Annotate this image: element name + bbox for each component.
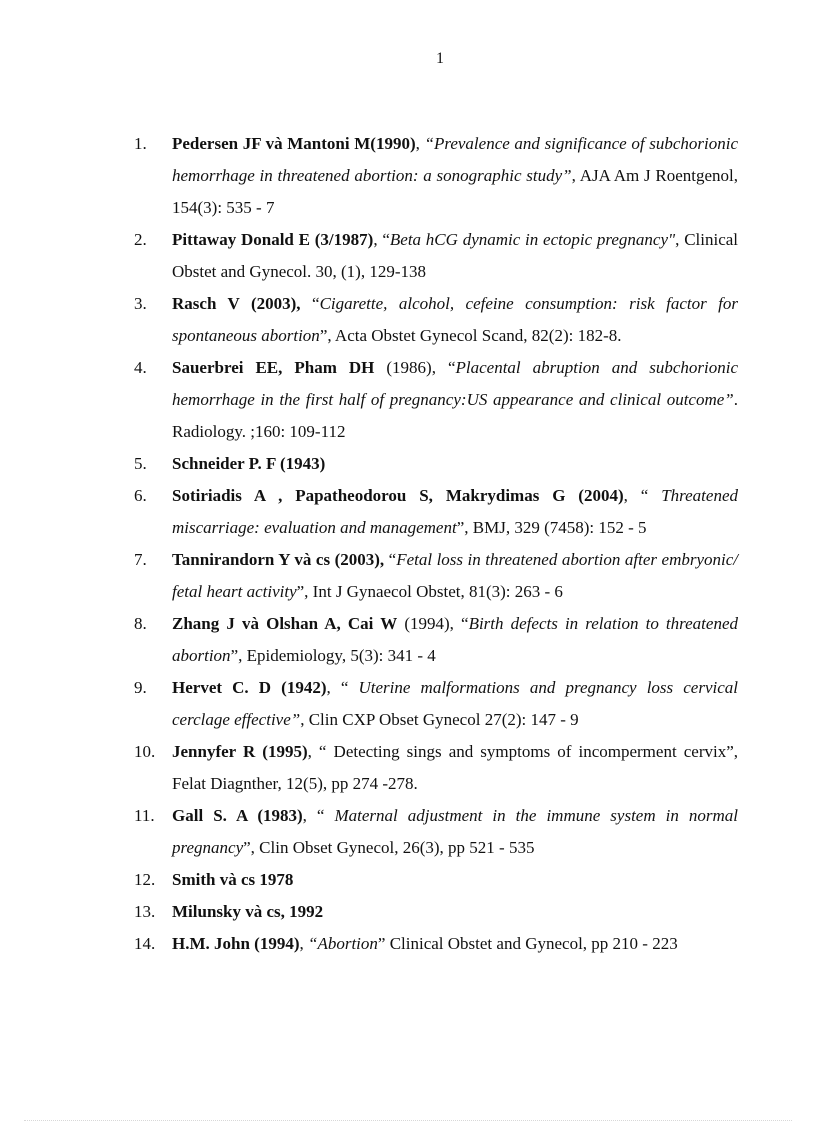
reference-item [0, 480, 738, 544]
reference-title: Uterine malformations and pregnancy loss cervical cerclage effective” [172, 678, 738, 729]
reference-number: 9. [134, 678, 147, 697]
reference-source: ”, Int J Gynaecol Obstet, 81(3): 263 - 6 [296, 582, 563, 601]
reference-item [0, 352, 738, 448]
reference-authors: Pedersen JF và Mantoni M(1990) [172, 134, 416, 153]
reference-source: , AJA Am J Roentgenol, 154(3): 535 - 7 [172, 166, 738, 217]
reference-separator: , “ [623, 486, 662, 505]
reference-separator: , “ Detecting sings and symptoms of incomperment cervix”, Felat Diagnther, 12(5), pp 274 -278. [172, 742, 739, 793]
reference-authors: Zhang J và Olshan A, Cai W [172, 614, 398, 633]
reference-number: 2. [134, 230, 147, 249]
reference-authors: Rasch V (2003), [172, 294, 301, 313]
reference-authors: Tannirandorn Y và cs (2003), [172, 550, 385, 569]
reference-separator: , [299, 934, 308, 953]
reference-authors: Jennyfer R (1995) [172, 742, 308, 761]
reference-source: ”, Clin Obset Gynecol, 26(3), pp 521 - 535 [243, 838, 535, 857]
reference-authors: Gall S. A (1983) [172, 806, 303, 825]
reference-source: . Radiology. ;160: 109-112 [172, 390, 738, 441]
reference-list [0, 128, 816, 960]
reference-separator: , “ [326, 678, 359, 697]
reference-separator: , “ [373, 230, 390, 249]
reference-item [0, 448, 738, 480]
reference-item [0, 544, 738, 608]
reference-number: 3. [134, 294, 147, 313]
reference-item [0, 672, 738, 736]
reference-authors: Pittaway Donald E (3/1987) [172, 230, 374, 249]
reference-number: 4. [134, 358, 147, 377]
reference-item [0, 608, 738, 672]
reference-number: 7. [134, 550, 147, 569]
reference-separator: (1986), “ [374, 358, 456, 377]
reference-authors: Hervet C. D (1942) [172, 678, 327, 697]
reference-source: , Clinical Obstet and Gynecol. 30, (1), 129-138 [172, 230, 739, 281]
reference-authors: Schneider P. F (1943) [172, 454, 326, 473]
reference-authors: Smith và cs 1978 [172, 870, 294, 889]
reference-source: ” Clinical Obstet and Gynecol, pp 210 - 223 [377, 934, 678, 953]
reference-number: 1. [134, 134, 147, 153]
reference-title: “Abortion [308, 934, 378, 953]
reference-item [0, 128, 738, 224]
reference-source: ”, BMJ, 329 (7458): 152 - 5 [456, 518, 647, 537]
reference-number: 10. [134, 742, 156, 761]
page-bottom-divider [24, 1120, 792, 1121]
reference-item [0, 896, 738, 928]
reference-title: Fetal loss in threatened abortion after embryonic/ fetal heart activity [172, 550, 739, 601]
reference-authors: H.M. John (1994) [172, 934, 300, 953]
reference-number: 13. [134, 902, 156, 921]
reference-item [0, 864, 738, 896]
reference-source: ”, Acta Obstet Gynecol Scand, 82(2): 182-8. [319, 326, 622, 345]
reference-authors: Milunsky và cs, 1992 [172, 902, 324, 921]
reference-title: Threatened miscarriage: evaluation and management [172, 486, 738, 537]
reference-number: 11. [134, 806, 155, 825]
reference-item [0, 288, 738, 352]
reference-separator: “ [384, 550, 397, 569]
reference-title: Cigarette, alcohol, cefeine consumption: risk factor for spontaneous abortion [172, 294, 738, 345]
page-number: 1 [436, 50, 444, 67]
reference-separator: “ [300, 294, 320, 313]
reference-item [0, 736, 738, 800]
reference-title: Birth defects in relation to threatened abortion [172, 614, 738, 665]
reference-title: “Prevalence and significance of subchorionic hemorrhage in threatened abortion: a sonographic study” [172, 134, 738, 185]
reference-title: Placental abruption and subchorionic hemorrhage in the first half of pregnancy:US appearance and clinical outcome” [172, 358, 738, 409]
reference-number: 5. [134, 454, 147, 473]
reference-number: 12. [134, 870, 156, 889]
reference-authors: Sauerbrei EE, Pham DH [172, 358, 375, 377]
reference-separator: , “ [302, 806, 335, 825]
reference-number: 8. [134, 614, 147, 633]
reference-separator: , [415, 134, 425, 153]
reference-number: 14. [134, 934, 156, 953]
reference-source: ”, Epidemiology, 5(3): 341 - 4 [230, 646, 436, 665]
reference-item [0, 800, 738, 864]
reference-item [0, 928, 738, 960]
reference-number: 6. [134, 486, 147, 505]
reference-item [0, 224, 738, 288]
reference-authors: Sotiriadis A , Papatheodorou S, Makrydimas G (2004) [172, 486, 624, 505]
reference-title: Maternal adjustment in the immune system in normal pregnancy [172, 806, 738, 857]
reference-source: , Clin CXP Obset Gynecol 27(2): 147 - 9 [300, 710, 579, 729]
reference-title: Beta hCG dynamic in ectopic pregnancy" [389, 230, 676, 249]
reference-separator: (1994), “ [397, 614, 469, 633]
